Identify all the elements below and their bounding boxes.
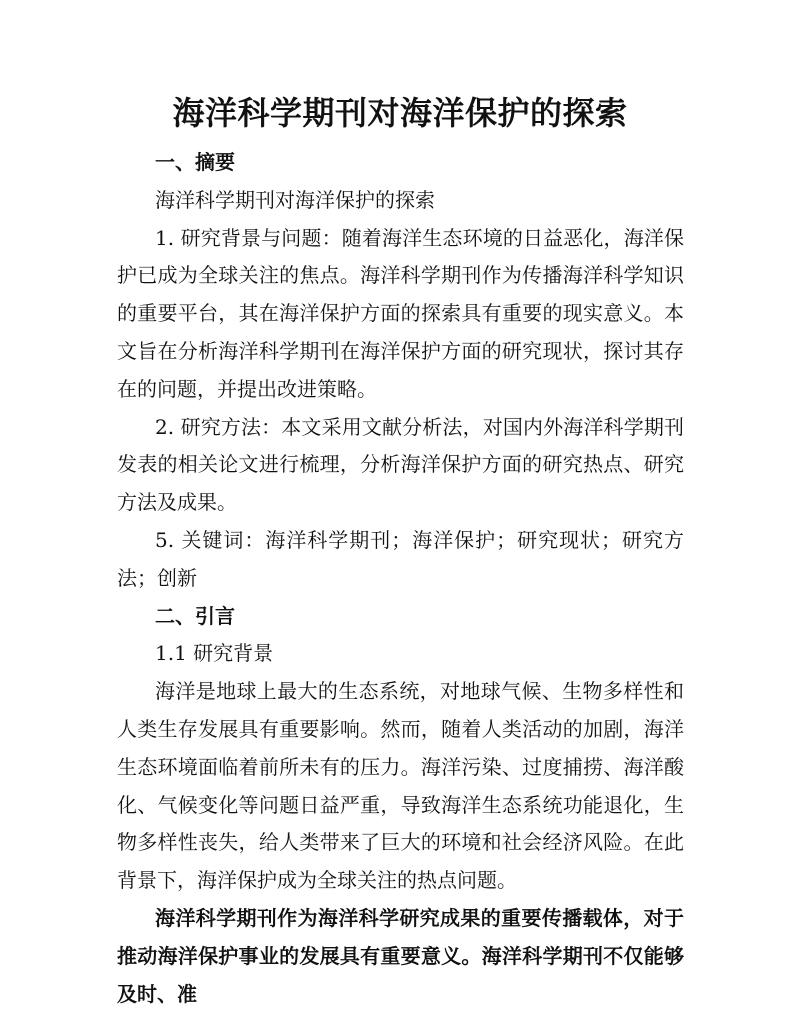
subsection-1-1: 1.1 研究背景 <box>155 641 274 666</box>
paragraph-background: 海洋是地球上最大的生态系统，对地球气候、生物多样性和人类生存发展具有重要影响。然而，随着人类活动的加剧，海洋生态环境面临着前所未有的压力。海洋污染、过度捕捞、海洋酸化、气候变化等问题日益严重，导致海洋生态系统功能退化，生物多样性丧失，给人类带来了巨大的环境和社会经济风险。在此背景下，海洋保护成为全球关注的热点问题。 <box>117 679 684 893</box>
abstract-item-1: 1. 研究背景与问题：随着海洋生态环境的日益恶化，海洋保护已成为全球关注的焦点。海洋科学期刊作为传播海洋科学知识的重要平台，其在海洋保护方面的探索具有重要的现实意义。本文旨在分析海洋科学期刊在海洋保护方面的研究现状，探讨其存在的问题，并提出改进策略。 <box>117 225 684 401</box>
abstract-item-2: 2. 研究方法：本文采用文献分析法，对国内外海洋科学期刊发表的相关论文进行梳理，分析海洋保护方面的研究热点、研究方法及成果。 <box>117 414 684 515</box>
abstract-heading: 一、摘要 <box>155 150 235 174</box>
abstract-subtitle: 海洋科学期刊对海洋保护的探索 <box>155 187 435 212</box>
intro-heading: 二、引言 <box>155 603 235 628</box>
page-title: 海洋科学期刊对海洋保护的探索 <box>172 94 628 132</box>
paragraph-journals: 海洋科学期刊作为海洋科学研究成果的重要传播载体，对于推动海洋保护事业的发展具有重要意义。海洋科学期刊不仅能够及时、准 <box>117 905 684 1006</box>
abstract-item-5: 5. 关键词：海洋科学期刊；海洋保护；研究现状；研究方法；创新 <box>117 527 684 590</box>
document-body <box>117 144 684 1013</box>
